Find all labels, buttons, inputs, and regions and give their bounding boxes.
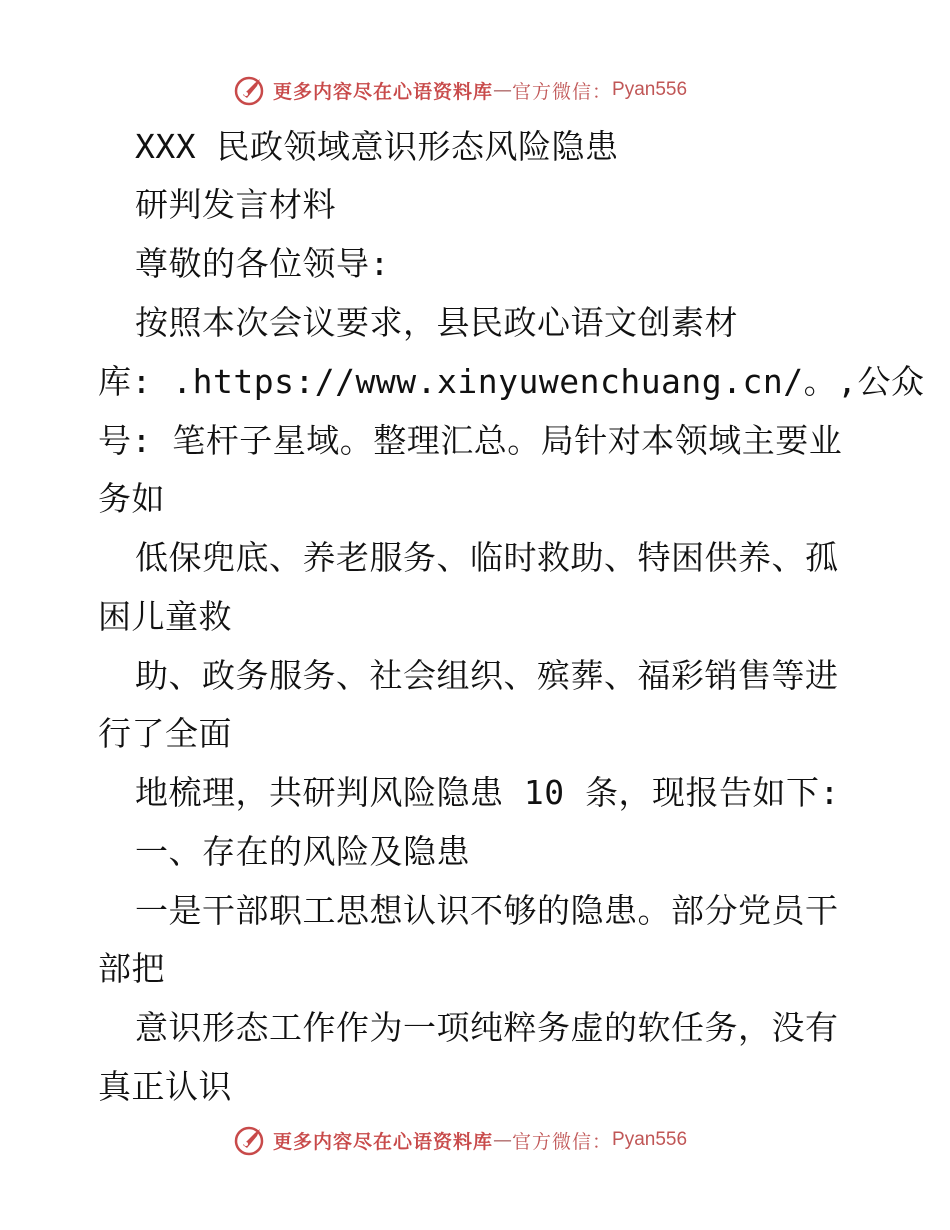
doc-section-heading: 一、存在的风险及隐患 <box>135 832 470 871</box>
doc-text-line: 地梳理，共研判风险隐患 10 条，现报告如下: <box>135 773 840 812</box>
footer-banner <box>233 1122 687 1158</box>
doc-text-line: 一是干部职工思想认识不够的隐患。部分党员干 <box>135 891 839 930</box>
header-banner-text: 更多内容尽在心语资料库 <box>273 80 494 103</box>
doc-text-line: 真正认识 <box>98 1067 232 1106</box>
footer-banner-wechat-label: 官方微信： <box>512 1130 613 1153</box>
doc-title-line-2: 研判发言材料 <box>135 185 336 224</box>
header-banner <box>233 72 687 108</box>
doc-text-line: 库: .https://www.xinyuwenchuang.cn/。,公众 <box>98 362 925 401</box>
doc-text-line: 行了全面 <box>98 714 232 753</box>
doc-title-line-1: XXX 民政领域意识形态风险隐患 <box>135 127 619 166</box>
footer-banner-text: 更多内容尽在心语资料库 <box>273 1130 494 1153</box>
doc-text-line: 困儿童救 <box>98 597 232 636</box>
doc-text-line: 低保兜底、养老服务、临时救助、特困供养、孤 <box>135 538 839 577</box>
footer-banner-wechat-id: Pyan556 <box>612 1129 688 1150</box>
header-banner-wechat-label: 官方微信： <box>512 80 613 103</box>
doc-text-line: 部把 <box>98 949 165 988</box>
header-banner-wechat-id: Pyan556 <box>612 79 688 100</box>
footer-banner-separator: — <box>493 1129 513 1151</box>
header-banner-separator: — <box>493 79 513 101</box>
doc-text-line: 按照本次会议要求，县民政心语文创素材 <box>135 303 738 342</box>
doc-text-line: 务如 <box>98 479 165 518</box>
pen-nib-logo-icon <box>233 1123 267 1157</box>
doc-text-line: 意识形态工作作为一项纯粹务虚的软任务，没有 <box>135 1008 839 1047</box>
doc-text-line: 助、政务服务、社会组织、殡葬、福彩销售等进 <box>135 656 839 695</box>
pen-nib-logo-icon <box>233 73 267 107</box>
doc-text-line: 号: 笔杆子星域。整理汇总。局针对本领域主要业 <box>98 421 843 460</box>
doc-salutation: 尊敬的各位领导: <box>135 244 390 283</box>
